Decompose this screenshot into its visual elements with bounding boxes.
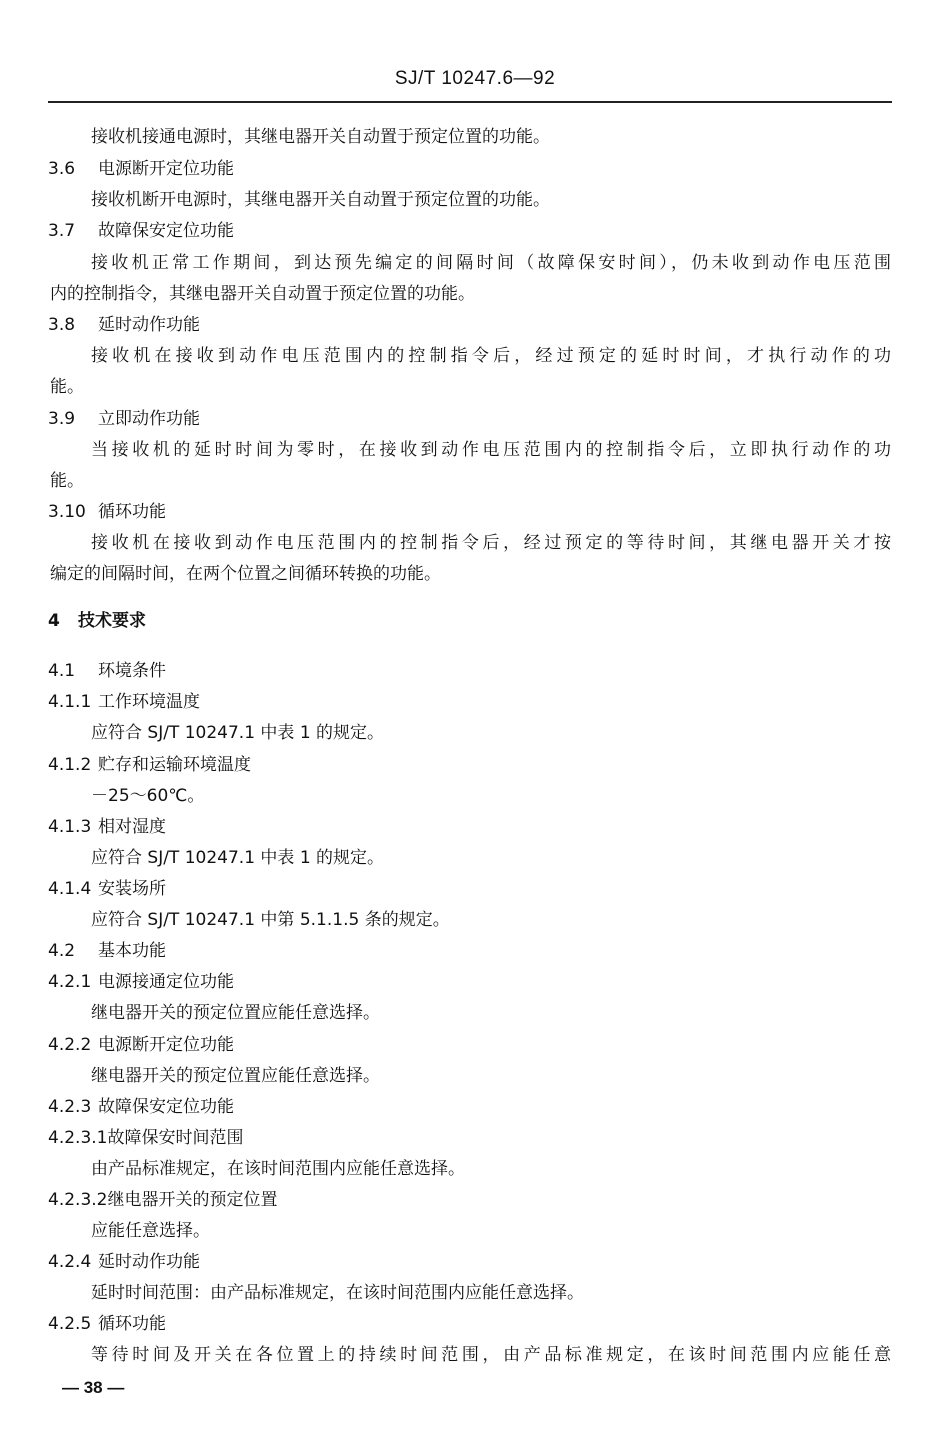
section-heading (48, 501, 166, 523)
section-number: 4.2.2 (48, 1035, 92, 1055)
section-number: 4 (48, 611, 60, 631)
section-number: 4.2.3.1 (48, 1128, 108, 1148)
section-number: 3.7 (48, 221, 76, 241)
section-title: 环境条件 (98, 661, 166, 681)
section-number: 3.9 (48, 409, 76, 429)
paragraph-continuation: 编定的间隔时间，在两个位置之间循环转换的功能。 (50, 564, 441, 584)
section-number: 4.2.5 (48, 1314, 92, 1334)
section-number: 4.2.3.2 (48, 1190, 108, 1210)
paragraph-continuation: 能。 (50, 377, 84, 397)
section-number: 3.8 (48, 315, 76, 335)
paragraph-line: 接收机在接收到动作电压范围内的控制指令后，经过预定的延时时间，才执行动作的功 (91, 346, 891, 366)
section-title: 循环功能 (98, 502, 166, 522)
section-heading (48, 220, 234, 242)
section-title: 故障保安定位功能 (98, 1097, 234, 1117)
paragraph-line: 当接收机的延时时间为零时，在接收到动作电压范围内的控制指令后，立即执行动作的功 (91, 440, 891, 460)
section-number: 3.6 (48, 159, 76, 179)
section-heading (48, 816, 166, 838)
section-heading (48, 1127, 243, 1149)
section-number: 4.1.3 (48, 817, 92, 837)
paragraph-line: 继电器开关的预定位置应能任意选择。 (91, 1066, 380, 1086)
section-title: 技术要求 (78, 611, 146, 631)
section-title: 工作环境温度 (98, 692, 200, 712)
paragraph-line: 由产品标准规定，在该时间范围内应能任意选择。 (91, 1159, 465, 1179)
paragraph-line: 接收机正常工作期间，到达预先编定的间隔时间（故障保安时间），仍未收到动作电压范围 (91, 253, 891, 273)
paragraph-line: 等待时间及开关在各位置上的持续时间范围，由产品标准规定，在该时间范围内应能任意 (91, 1345, 891, 1365)
section-heading (48, 408, 200, 430)
section-heading (48, 754, 251, 776)
section-title: 贮存和运输环境温度 (98, 755, 251, 775)
section-number: 4.2.1 (48, 972, 92, 992)
section-number: 4.2 (48, 941, 76, 961)
paragraph-continuation: 能。 (50, 471, 84, 491)
paragraph-line: 接收机在接收到动作电压范围内的控制指令后，经过预定的等待时间，其继电器开关才按 (91, 533, 891, 553)
section-title: 延时动作功能 (98, 315, 200, 335)
section-heading (48, 610, 146, 632)
section-title: 电源断开定位功能 (98, 159, 234, 179)
section-heading (48, 940, 166, 962)
section-heading (48, 691, 200, 713)
section-number: 4.2.3 (48, 1097, 92, 1117)
header-rule (48, 101, 892, 103)
section-title: 立即动作功能 (98, 409, 200, 429)
section-number: 4.1.2 (48, 755, 92, 775)
section-title: 循环功能 (98, 1314, 166, 1334)
paragraph-line: 应能任意选择。 (91, 1221, 210, 1241)
paragraph-line: 延时时间范围：由产品标准规定，在该时间范围内应能任意选择。 (91, 1283, 584, 1303)
section-title: 电源接通定位功能 (98, 972, 234, 992)
section-heading (48, 878, 166, 900)
page-number: — 38 — (62, 1378, 125, 1397)
section-heading (48, 1313, 166, 1335)
section-number: 4.1 (48, 661, 76, 681)
section-title: 继电器开关的预定位置 (107, 1190, 278, 1210)
page-header: SJ/T 10247.6—92 (394, 68, 556, 89)
paragraph-line: 继电器开关的预定位置应能任意选择。 (91, 1003, 380, 1023)
section-number: 3.10 (48, 502, 86, 522)
section-title: 故障保安定位功能 (98, 221, 234, 241)
section-heading (48, 1096, 234, 1118)
section-number: 4.1.4 (48, 879, 92, 899)
section-heading (48, 158, 234, 180)
section-heading (48, 1189, 277, 1211)
paragraph-line: 应符合 SJ/T 10247.1 中表 1 的规定。 (91, 848, 385, 868)
section-title: 延时动作功能 (98, 1252, 200, 1272)
section-title: 基本功能 (98, 941, 166, 961)
paragraph-line: 接收机断开电源时，其继电器开关自动置于预定位置的功能。 (91, 190, 550, 210)
section-title: 相对湿度 (98, 817, 166, 837)
section-heading (48, 314, 200, 336)
section-title: 故障保安时间范围 (107, 1128, 244, 1148)
paragraph-line: 应符合 SJ/T 10247.1 中第 5.1.1.5 条的规定。 (91, 910, 450, 930)
section-number: 4.1.1 (48, 692, 92, 712)
paragraph-continuation: 内的控制指令，其继电器开关自动置于预定位置的功能。 (50, 284, 475, 304)
section-title: 电源断开定位功能 (98, 1035, 234, 1055)
paragraph-line: 应符合 SJ/T 10247.1 中表 1 的规定。 (91, 723, 385, 743)
paragraph-line: 接收机接通电源时，其继电器开关自动置于预定位置的功能。 (91, 127, 550, 147)
section-number: 4.2.4 (48, 1252, 92, 1272)
section-heading (48, 1251, 200, 1273)
section-heading (48, 971, 234, 993)
section-heading (48, 1034, 234, 1056)
paragraph-line: －25～60℃。 (91, 786, 205, 806)
section-heading (48, 660, 166, 682)
section-title: 安装场所 (98, 879, 166, 899)
